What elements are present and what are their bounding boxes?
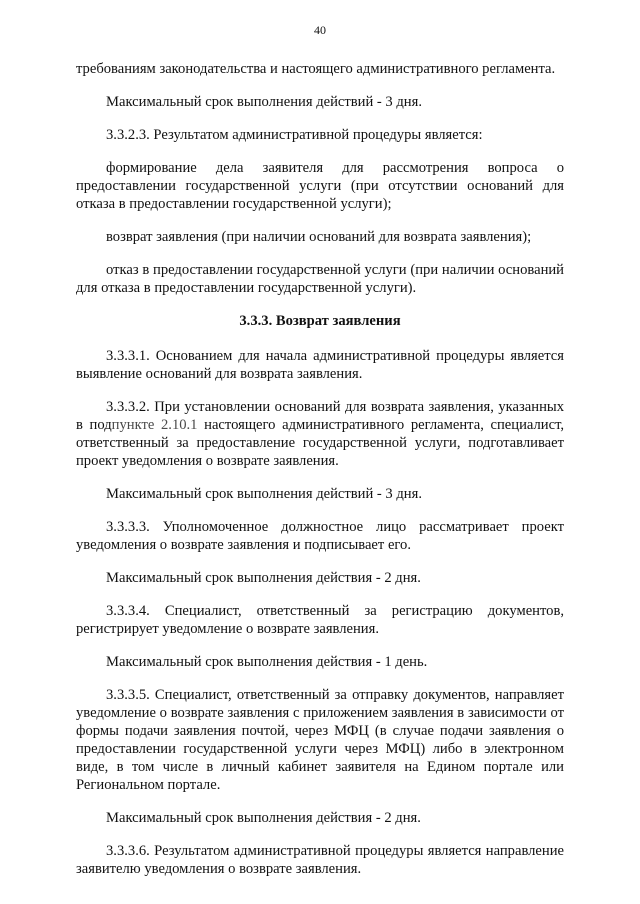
clause-reference-link[interactable]: пункте 2.10.1 [111, 417, 198, 433]
paragraph-text: настоящего административного регламента, специалист, ответственный за предоставление государственной услуги, подготавливает проект уведомления о возврате заявления. [76, 417, 564, 469]
page-number: 40 [314, 23, 326, 37]
paragraph: возврат заявления (при наличии оснований для возврата заявления); [106, 229, 532, 245]
paragraph: 3.3.2.3. Результатом административной процедуры является: [106, 127, 483, 143]
paragraph-text: 3.3.3.2. При установлении оснований для возврата заявления, указанных в под [76, 399, 564, 433]
paragraph: требованиям законодательства и настоящего административного регламента. [76, 61, 556, 77]
paragraph: Максимальный срок выполнения действий - 3 дня. [106, 486, 422, 502]
paragraph: Максимальный срок выполнения действий - 3 дня. [106, 94, 422, 110]
paragraph: Максимальный срок выполнения действия - 1 день. [106, 654, 428, 670]
paragraph: Максимальный срок выполнения действия - 2 дня. [106, 570, 421, 586]
paragraph: формирование дела заявителя для рассмотрения вопроса о предоставлении государственной услуги (при отсутствии оснований для отказа в предоставлении государственной услуги); [76, 160, 564, 212]
paragraph: 3.3.3.3. Уполномоченное должностное лицо рассматривает проект уведомления о возврате заявления и подписывает его. [76, 519, 564, 553]
section-heading: 3.3.3. Возврат заявления [239, 313, 401, 329]
paragraph: 3.3.3.6. Результатом административной процедуры является направление заявителю уведомления о возврате заявления. [76, 843, 564, 877]
paragraph: отказ в предоставлении государственной услуги (при наличии оснований для отказа в предоставлении государственной услуги). [76, 262, 564, 296]
paragraph: 3.3.3.4. Специалист, ответственный за регистрацию документов, регистрирует уведомление о возврате заявления. [76, 603, 564, 637]
paragraph: 3.3.3.5. Специалист, ответственный за отправку документов, направляет уведомление о возврате заявления с приложением заявления в зависимости от формы подачи заявления почтой, через МФЦ (в случае подачи заявления о предоставлении государственной услуги через МФЦ) либо в электронном виде, в том числе в личный кабинет заявителя на Едином портале или Региональном портале. [76, 687, 564, 793]
paragraph [76, 398, 564, 470]
paragraph: Максимальный срок выполнения действия - 2 дня. [106, 810, 421, 826]
document-body [76, 60, 564, 893]
paragraph: 3.3.3.1. Основанием для начала административной процедуры является выявление оснований для возврата заявления. [76, 348, 564, 382]
